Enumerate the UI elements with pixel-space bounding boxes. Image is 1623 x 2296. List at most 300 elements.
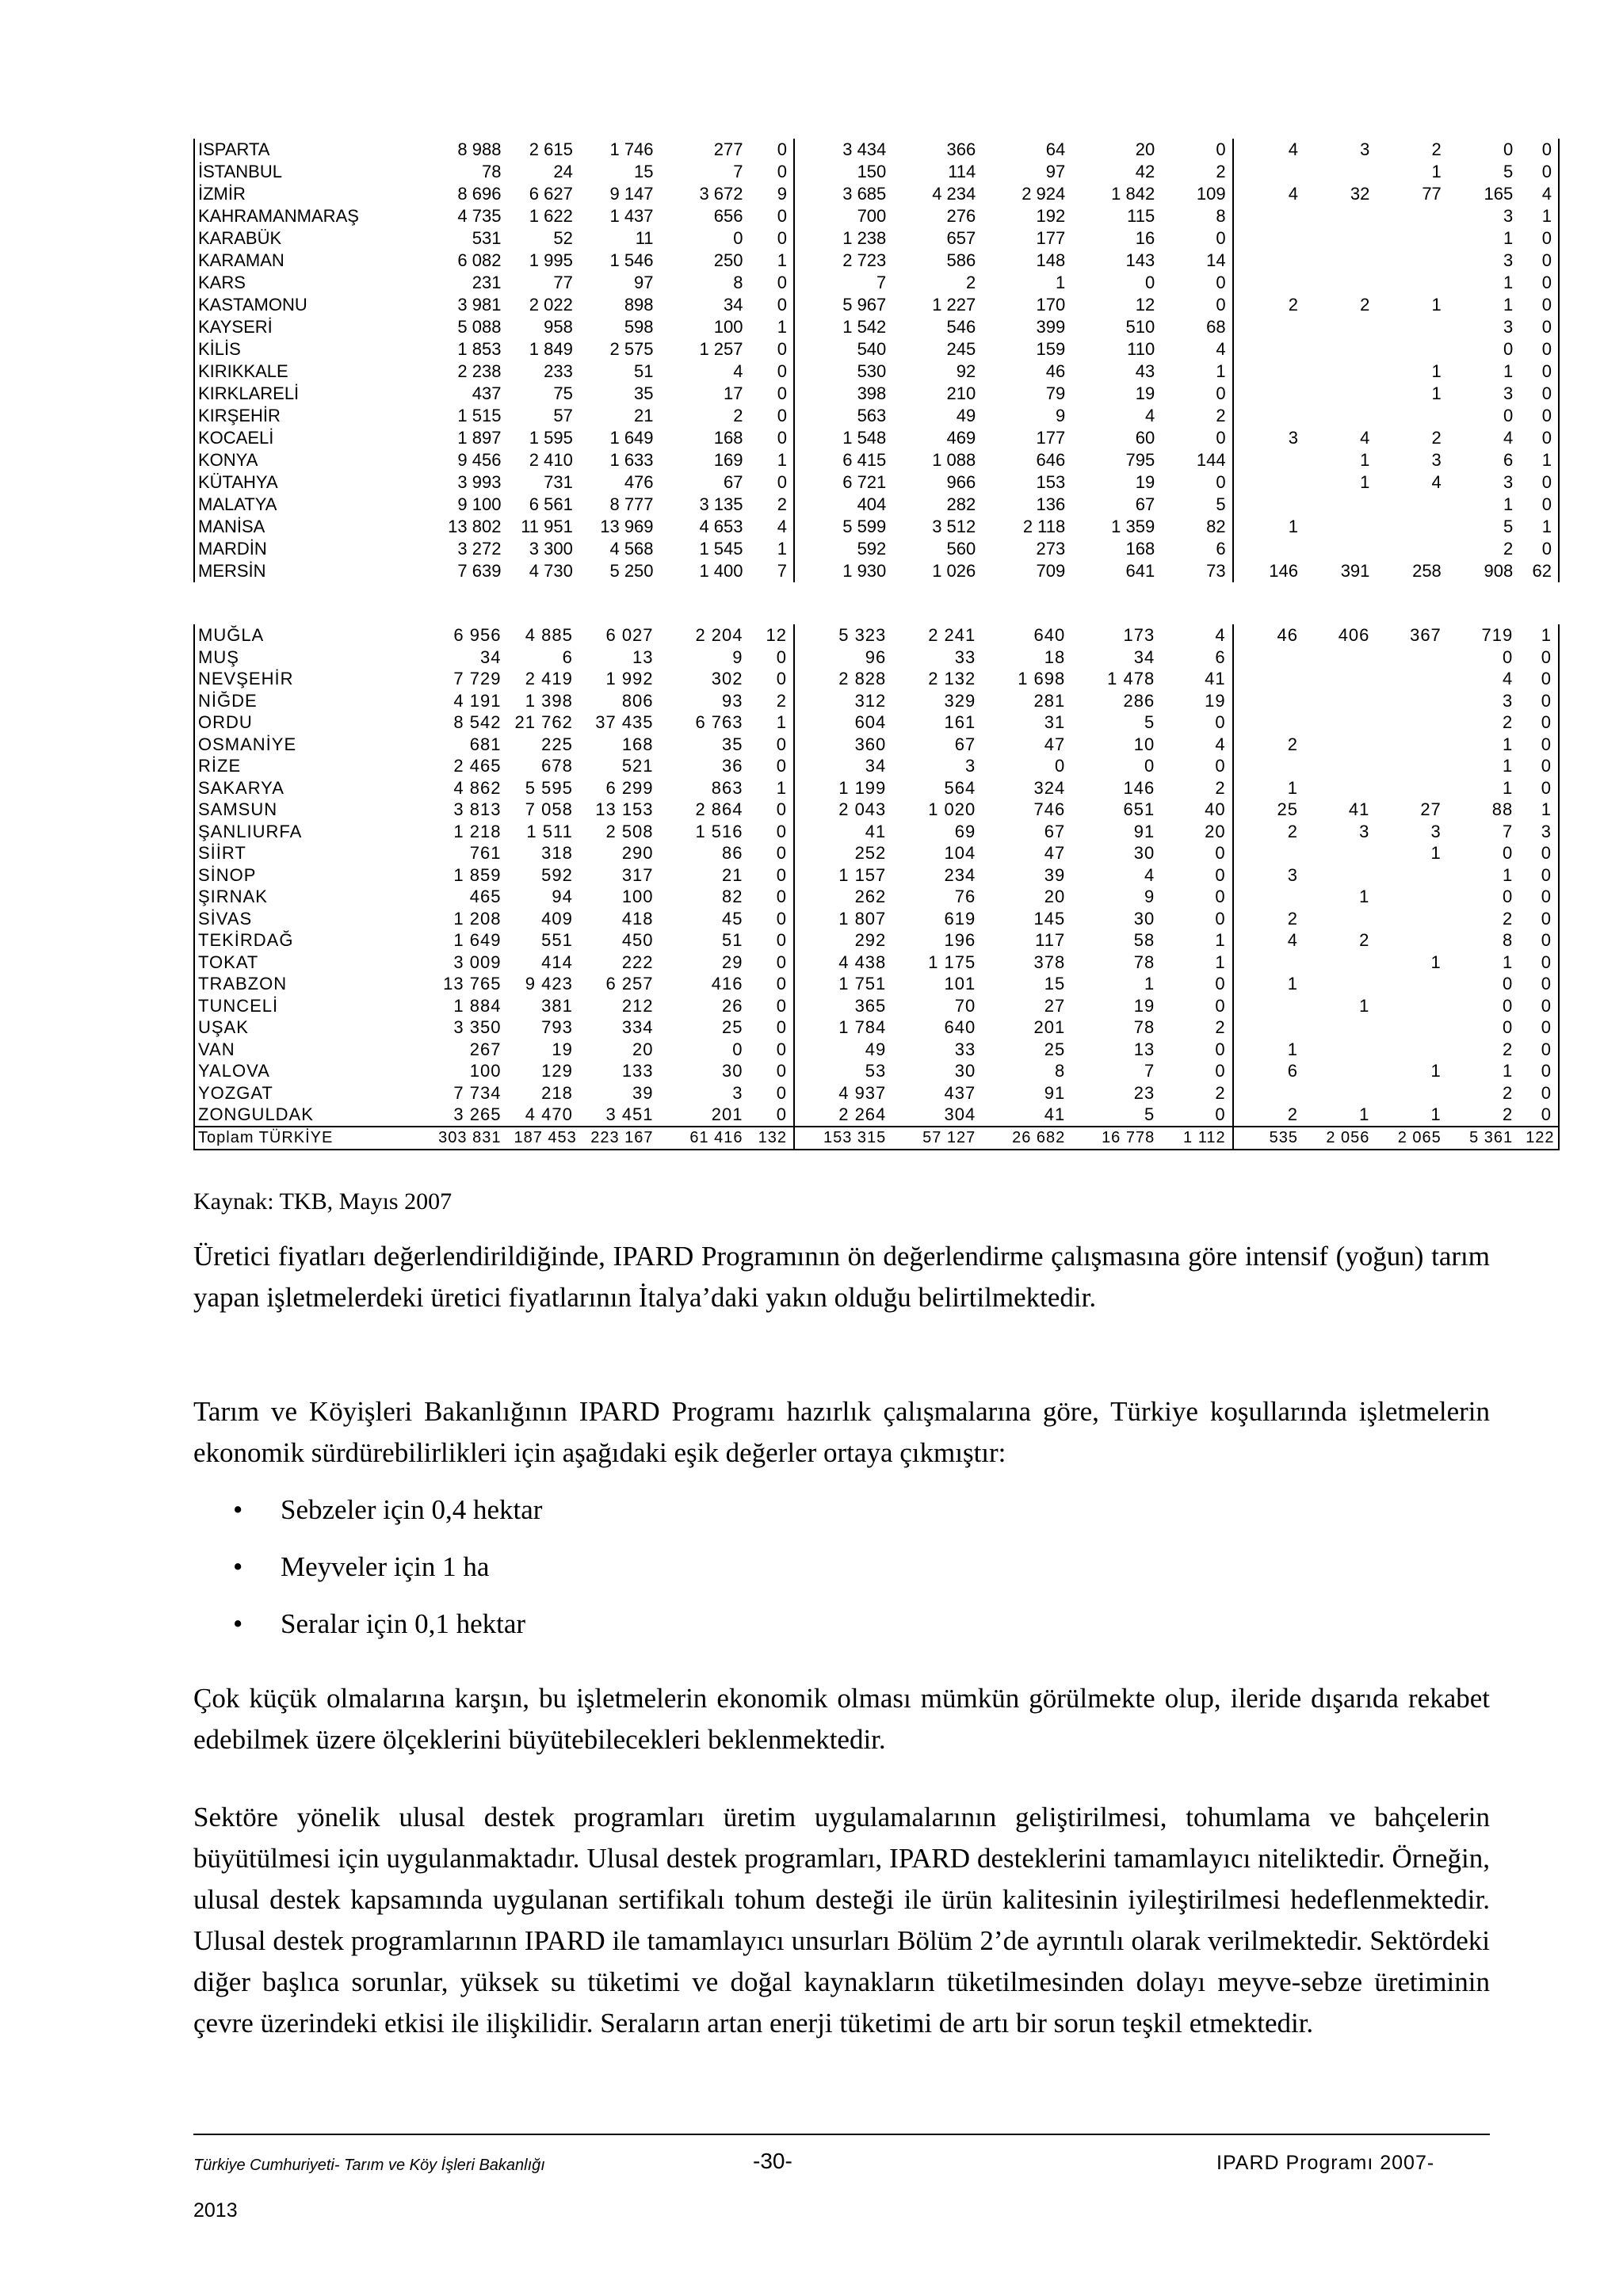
value-cell: 13 153 (595, 799, 654, 820)
value-cell: 1 859 (453, 864, 502, 885)
value-cell: 0 (1161, 227, 1232, 250)
value-cell (1233, 646, 1304, 669)
value-cell: 277 (713, 139, 743, 159)
value-cell: 222 (621, 952, 654, 972)
province-name-cell: SİVAS (194, 908, 427, 930)
value-cell: 1 516 (695, 821, 743, 841)
value-cell: 19 (1135, 472, 1155, 492)
value-cell: 1 746 (609, 139, 654, 159)
value-cell: 282 (946, 494, 976, 514)
value-cell: 77 (553, 273, 573, 292)
value-cell: 746 (1033, 799, 1066, 820)
value-cell: 5 599 (842, 517, 887, 536)
value-cell: 0 (1161, 1039, 1232, 1061)
value-cell: 719 (1481, 625, 1514, 646)
value-cell: 1 (750, 777, 794, 799)
value-cell: 7 058 (525, 799, 573, 820)
province-name-cell: KIRKLARELİ (194, 383, 427, 405)
province-name-cell: KIRŞEHİR (194, 405, 427, 427)
value-cell: 0 (1519, 646, 1559, 669)
value-cell: 2 (1287, 908, 1299, 929)
province-name-cell: MERSİN (194, 560, 427, 582)
value-cell: 41 (865, 821, 887, 841)
value-cell: 40 (1161, 799, 1232, 821)
value-cell: 0 (1519, 864, 1559, 887)
value-cell: 1 853 (457, 339, 502, 359)
value-cell: 1 238 (842, 228, 887, 248)
value-cell: 201 (711, 1104, 743, 1125)
value-cell: 2 043 (838, 799, 887, 820)
value-cell: 3 (1519, 821, 1559, 843)
value-cell: 153 315 (794, 1127, 892, 1150)
value-cell: 24 (553, 162, 573, 181)
value-cell (1233, 538, 1304, 560)
province-name-cell: ŞIRNAK (194, 886, 427, 908)
value-cell: 4 (1288, 184, 1299, 204)
table-row (194, 973, 1559, 995)
value-cell: 3 (1288, 428, 1299, 448)
value-cell: 0 (1519, 711, 1559, 734)
value-cell: 531 (472, 228, 502, 248)
value-cell: 1 (750, 449, 794, 471)
value-cell: 521 (621, 756, 654, 776)
value-cell: 16 (1135, 228, 1155, 248)
bullet-icon: • (233, 1494, 243, 1525)
province-name-cell: KAHRAMANMARAŞ (194, 205, 427, 227)
value-cell: 391 (1340, 561, 1370, 581)
value-cell: 2 056 (1304, 1127, 1376, 1150)
value-cell: 1 (1519, 205, 1559, 227)
table-row (194, 516, 1559, 538)
value-cell (1376, 777, 1447, 799)
value-cell: 0 (1519, 538, 1559, 560)
value-cell (1376, 995, 1447, 1017)
value-cell: 2 (733, 406, 743, 425)
value-cell: 7 (750, 560, 794, 582)
value-cell: 8 696 (457, 184, 502, 204)
value-cell: 0 (750, 272, 794, 294)
value-cell: 1 (1056, 273, 1066, 292)
value-cell: 2 (1502, 1039, 1514, 1059)
value-cell: 2 022 (529, 295, 573, 315)
value-cell: 19 (1161, 690, 1232, 712)
value-cell: 132 (750, 1127, 794, 1150)
value-cell: 79 (1045, 383, 1066, 403)
value-cell: 1 (1502, 864, 1514, 885)
value-cell (1376, 494, 1447, 516)
value-cell: 3 (1359, 821, 1370, 841)
value-cell: 136 (1036, 494, 1066, 514)
value-cell: 60 (1135, 428, 1155, 448)
value-cell: 564 (944, 777, 976, 798)
value-cell: 908 (1484, 561, 1514, 581)
value-cell: 30 (1133, 908, 1155, 929)
value-cell: 398 (857, 383, 887, 403)
value-cell (1376, 734, 1447, 756)
value-cell: 0 (1161, 1060, 1232, 1082)
value-cell: 0 (1161, 842, 1232, 864)
value-cell: 2 419 (525, 669, 573, 689)
value-cell: 20 (632, 1039, 654, 1059)
value-cell (1304, 777, 1376, 799)
value-cell: 0 (1161, 995, 1232, 1017)
value-cell: 0 (750, 294, 794, 316)
value-cell: 0 (1519, 995, 1559, 1017)
value-cell: 3 300 (529, 539, 573, 559)
footer-divider (193, 2134, 1490, 2135)
value-cell: 6 763 (695, 712, 743, 733)
value-cell: 0 (1519, 908, 1559, 930)
value-cell: 23 (1133, 1082, 1155, 1103)
value-cell (1376, 1016, 1447, 1039)
value-cell: 245 (946, 339, 976, 359)
value-cell: 250 (713, 250, 743, 270)
value-cell: 2 241 (928, 625, 976, 646)
value-cell: 476 (624, 472, 654, 492)
paragraph-threshold-intro: Tarım ve Köyişleri Bakanlığının IPARD Programı hazırlık çalışmalarına göre, Türkiye koşullarında işletmelerin ekonomik sürdürebilirlikleri için aşağıdaki eşik değerler ortaya çıkmıştır: (193, 1396, 1490, 1468)
value-cell: 1 (1430, 1104, 1442, 1125)
value-cell: 145 (1033, 908, 1066, 929)
threshold-list (193, 1489, 542, 1661)
province-name-cell: YALOVA (194, 1060, 427, 1082)
value-cell (1304, 538, 1376, 560)
table-row (194, 734, 1559, 756)
value-cell (1233, 227, 1304, 250)
value-cell: 150 (857, 162, 887, 181)
table-row (194, 250, 1559, 272)
value-cell: 37 435 (595, 712, 654, 733)
value-cell: 0 (733, 228, 743, 248)
value-cell: 4 438 (838, 952, 887, 972)
table-row (194, 864, 1559, 887)
value-cell: 1 (1503, 361, 1514, 381)
value-cell: 1 (1502, 777, 1514, 798)
value-cell: 7 (733, 162, 743, 181)
value-cell (1304, 908, 1376, 930)
value-cell: 1 (1359, 1104, 1370, 1125)
value-cell: 3 451 (605, 1104, 654, 1125)
value-cell: 3 350 (453, 1017, 502, 1038)
value-cell: 3 (965, 756, 976, 776)
table-row (194, 1082, 1559, 1104)
value-cell: 34 (724, 295, 743, 315)
value-cell: 0 (1161, 886, 1232, 908)
province-name-cell: OSMANİYE (194, 734, 427, 756)
value-cell (1233, 272, 1304, 294)
value-cell: 7 (1502, 821, 1514, 841)
value-cell (1233, 886, 1304, 908)
value-cell (1233, 952, 1304, 974)
value-cell: 231 (472, 273, 502, 292)
value-cell: 5 323 (838, 625, 887, 646)
value-cell: 36 (722, 756, 743, 776)
value-cell: 0 (1519, 338, 1559, 360)
value-cell: 329 (944, 690, 976, 711)
value-cell (1233, 995, 1304, 1017)
value-cell: 0 (1161, 711, 1232, 734)
value-cell: 1 (1161, 360, 1232, 383)
table-row (194, 272, 1559, 294)
bullet-icon: • (233, 1608, 243, 1639)
value-cell: 5 595 (525, 777, 573, 798)
value-cell: 7 (876, 273, 887, 292)
value-cell: 414 (541, 952, 573, 972)
value-cell: 5 361 (1448, 1127, 1519, 1150)
value-cell (1304, 494, 1376, 516)
value-cell: 1 112 (1161, 1127, 1232, 1150)
value-cell: 1 (1430, 843, 1442, 864)
value-cell (1304, 272, 1376, 294)
value-cell: 2 575 (609, 339, 654, 359)
value-cell: 0 (1161, 139, 1232, 161)
province-name-cell: NEVŞEHİR (194, 668, 427, 690)
value-cell: 168 (713, 428, 743, 448)
value-cell: 82 (722, 887, 743, 907)
value-cell: 0 (750, 360, 794, 383)
value-cell: 2 (1161, 1016, 1232, 1039)
province-name-cell: VAN (194, 1039, 427, 1061)
value-cell: 29 (722, 952, 743, 972)
value-cell: 0 (1519, 360, 1559, 383)
value-cell: 4 191 (453, 690, 502, 711)
value-cell: 129 (541, 1061, 573, 1081)
value-cell: 3 512 (932, 517, 976, 536)
table-row (194, 799, 1559, 821)
value-cell: 1 (1519, 799, 1559, 821)
value-cell: 104 (944, 843, 976, 864)
value-cell: 898 (624, 295, 654, 315)
value-cell: 0 (1519, 1082, 1559, 1104)
value-cell: 114 (948, 162, 976, 181)
value-cell (1304, 842, 1376, 864)
value-cell: 11 (635, 228, 654, 248)
value-cell: 4 (1144, 864, 1155, 885)
value-cell: 262 (854, 887, 887, 907)
value-cell: 640 (944, 1017, 976, 1038)
value-cell: 13 802 (448, 517, 502, 536)
value-cell: 1 511 (526, 821, 573, 841)
value-cell: 0 (1161, 1104, 1232, 1127)
value-cell: 0 (1519, 427, 1559, 449)
province-name-cell: İSTANBUL (194, 161, 427, 183)
value-cell: 399 (1036, 317, 1066, 337)
value-cell: 0 (750, 1039, 794, 1061)
value-cell: 0 (750, 139, 794, 161)
value-cell: 0 (750, 973, 794, 995)
value-cell: 92 (956, 361, 976, 381)
value-cell: 0 (1519, 272, 1559, 294)
value-cell: 153 (1036, 472, 1066, 492)
value-cell (1376, 316, 1447, 338)
value-cell (1376, 668, 1447, 690)
value-cell: 75 (553, 383, 573, 403)
value-cell: 1 (1360, 472, 1370, 492)
value-cell: 73 (1161, 560, 1232, 582)
province-name-cell: UŞAK (194, 1016, 427, 1039)
value-cell: 709 (1036, 561, 1066, 581)
value-cell: 30 (722, 1061, 743, 1081)
table-row (194, 1039, 1559, 1061)
value-cell (1376, 929, 1447, 952)
value-cell: 0 (1519, 1104, 1559, 1127)
value-cell (1376, 1039, 1447, 1061)
paragraph-producer-prices: Üretici fiyatları değerlendirildiğinde, IPARD Programının ön değerlendirme çalışmasına göre intensif (yoğun) tarım yapan işletmelerdeki üretici fiyatlarının İtalya’daki yakın olduğu belirtilmektedir. (193, 1241, 1490, 1313)
value-cell: 1 515 (457, 406, 502, 425)
value-cell: 2 (1287, 1104, 1299, 1125)
value-cell (1233, 494, 1304, 516)
table-row (194, 842, 1559, 864)
value-cell: 2 (1503, 539, 1514, 559)
value-cell: 469 (946, 428, 976, 448)
value-cell: 18 (1044, 646, 1066, 667)
value-cell: 20 (1044, 887, 1066, 907)
table-row (194, 538, 1559, 560)
table-row (194, 908, 1559, 930)
value-cell: 169 (713, 450, 743, 470)
value-cell: 0 (1161, 294, 1232, 316)
value-cell: 109 (1161, 183, 1232, 205)
value-cell: 1 849 (529, 339, 573, 359)
value-cell: 39 (1044, 864, 1066, 885)
value-cell: 304 (944, 1104, 976, 1125)
statistics-table-top (193, 139, 1560, 582)
table-row (194, 668, 1559, 690)
value-cell: 2 (1288, 295, 1299, 315)
value-cell: 47 (1044, 843, 1066, 864)
value-cell (1376, 338, 1447, 360)
value-cell: 0 (1519, 929, 1559, 952)
value-cell: 3 434 (842, 139, 887, 159)
value-cell: 267 (469, 1039, 502, 1059)
value-cell: 3 993 (457, 472, 502, 492)
value-cell: 640 (1033, 625, 1066, 646)
value-cell: 30 (1133, 843, 1155, 864)
value-cell: 1 218 (453, 821, 502, 841)
value-cell: 0 (1519, 777, 1559, 799)
statistics-table-bottom (193, 624, 1560, 1150)
value-cell: 334 (621, 1017, 654, 1038)
value-cell: 958 (544, 317, 573, 337)
value-cell (1304, 227, 1376, 250)
value-cell: 0 (1519, 250, 1559, 272)
value-cell: 0 (1519, 755, 1559, 777)
value-cell: 0 (750, 799, 794, 821)
value-cell: 27 (1420, 799, 1442, 820)
province-name-cell: TEKİRDAĞ (194, 929, 427, 952)
value-cell: 0 (1502, 1017, 1514, 1038)
value-cell: 1 992 (605, 669, 654, 689)
value-cell (1304, 516, 1376, 538)
footer-year: 2013 (193, 2199, 238, 2222)
value-cell: 67 (1135, 494, 1155, 514)
value-cell: 2 238 (457, 361, 502, 381)
value-cell (1304, 646, 1376, 669)
value-cell: 78 (1133, 1017, 1155, 1038)
value-cell (1376, 405, 1447, 427)
table-total-row (194, 1127, 1559, 1150)
value-cell: 378 (1033, 952, 1066, 972)
value-cell: 0 (1502, 646, 1514, 667)
value-cell (1376, 538, 1447, 560)
value-cell: 5 088 (457, 317, 502, 337)
value-cell: 115 (1127, 206, 1155, 226)
value-cell: 21 762 (514, 712, 573, 733)
value-cell: 9 147 (609, 184, 654, 204)
value-cell: 409 (541, 908, 573, 929)
value-cell: 1 (1519, 449, 1559, 471)
value-cell: 2 (750, 494, 794, 516)
value-cell: 97 (634, 273, 654, 292)
value-cell: 2 (1502, 1082, 1514, 1103)
value-cell: 7 729 (453, 669, 502, 689)
value-cell: 26 682 (982, 1127, 1071, 1150)
value-cell: 168 (1125, 539, 1155, 559)
value-cell: 13 765 (443, 974, 502, 994)
value-cell: 1 884 (453, 995, 502, 1016)
value-cell: 2 (750, 690, 794, 712)
value-cell: 5 250 (609, 561, 654, 581)
province-name-cell: KARABÜK (194, 227, 427, 250)
value-cell: 7 (1144, 1061, 1155, 1081)
value-cell: 681 (469, 734, 502, 754)
province-name-cell: MARDİN (194, 538, 427, 560)
value-cell (1233, 690, 1304, 712)
value-cell: 58 (1133, 930, 1155, 951)
value-cell (1233, 383, 1304, 405)
value-cell: 1 (1287, 777, 1299, 798)
value-cell (1304, 668, 1376, 690)
value-cell: 0 (750, 886, 794, 908)
value-cell: 0 (1161, 755, 1232, 777)
value-cell: 4 234 (932, 184, 976, 204)
province-name-cell: KİLİS (194, 338, 427, 360)
table-row (194, 646, 1559, 669)
value-cell: 16 778 (1071, 1127, 1161, 1150)
value-cell: 1 (1360, 450, 1370, 470)
value-cell: 45 (722, 908, 743, 929)
value-cell: 1 (1287, 1039, 1299, 1059)
value-cell: 0 (1519, 952, 1559, 974)
list-item-text: Sebzeler için 0,4 hektar (281, 1494, 543, 1525)
value-cell: 100 (621, 887, 654, 907)
value-cell: 8 (1502, 930, 1514, 951)
value-cell: 0 (750, 227, 794, 250)
value-cell: 0 (750, 929, 794, 952)
value-cell: 12 (750, 624, 794, 646)
value-cell: 2 (1359, 930, 1370, 951)
value-cell: 366 (946, 139, 976, 159)
value-cell: 70 (954, 995, 976, 1016)
value-cell: 223 167 (579, 1127, 660, 1150)
value-cell: 1 995 (529, 250, 573, 270)
province-name-cell: YOZGAT (194, 1082, 427, 1104)
value-cell: 5 (1161, 494, 1232, 516)
value-cell (1376, 908, 1447, 930)
value-cell: 34 (865, 756, 887, 776)
value-cell: 2 723 (842, 250, 887, 270)
value-cell: 4 470 (525, 1104, 573, 1125)
value-cell: 551 (541, 930, 573, 951)
value-cell: 437 (472, 383, 502, 403)
value-cell (1304, 316, 1376, 338)
value-cell: 13 969 (600, 517, 654, 536)
province-name-cell: İZMİR (194, 183, 427, 205)
value-cell (1376, 272, 1447, 294)
value-cell: 1 257 (699, 339, 743, 359)
value-cell: 0 (1519, 842, 1559, 864)
value-cell: 9 100 (457, 494, 502, 514)
value-cell: 0 (1502, 843, 1514, 864)
